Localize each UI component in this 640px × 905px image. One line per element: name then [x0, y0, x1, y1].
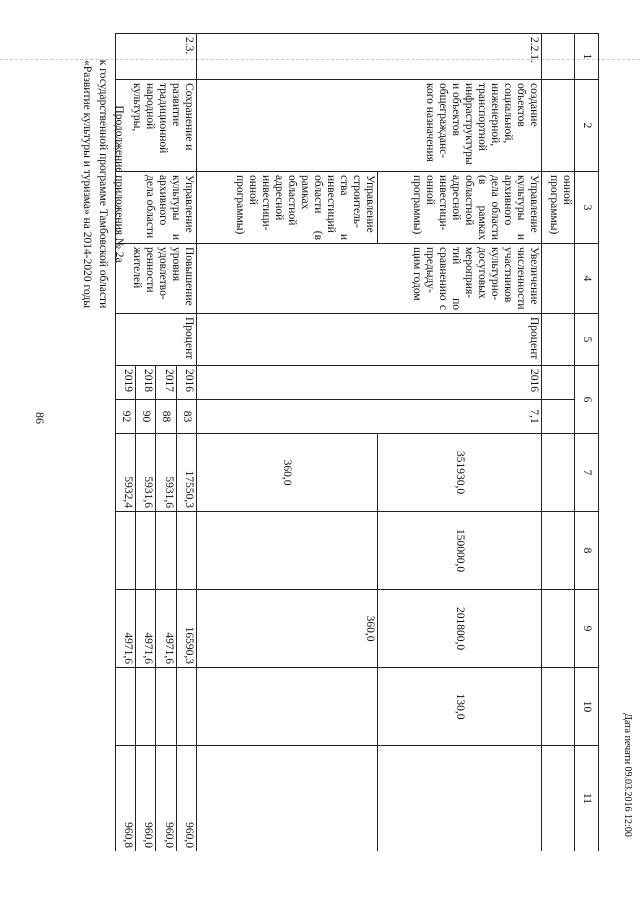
cell-col-8	[116, 512, 136, 590]
cell-col-10	[156, 668, 176, 746]
executor-culture: Управление культуры и архивного дела области (в рамках областной адресной инвестици-онной программы)	[378, 172, 542, 244]
cell-col-7: 5931,6	[156, 434, 176, 512]
col-num-3: 3	[575, 172, 599, 244]
executor-construction: Управление строитель-ства и инвестиций области (в рамках областной адресной инвестици-онной программы)	[196, 172, 378, 244]
cell-col-11: 960,8	[116, 746, 136, 852]
col-num-8: 8	[575, 512, 599, 590]
cell-col-10	[196, 668, 378, 746]
title-line-1: Продолжение приложения № 2а	[113, 105, 125, 263]
continuation-executor: онной программы)	[541, 172, 575, 244]
indicator-value: 90	[136, 400, 156, 434]
row-number: 2.2.1.	[196, 34, 541, 80]
cell-col-8	[196, 512, 378, 590]
cell-col-9: 201800,0	[378, 590, 542, 668]
title-line-2: к государственной программе Тамбовской области	[97, 59, 109, 309]
program-table-area	[115, 33, 599, 851]
indicator-value: 83	[176, 400, 196, 434]
col-num-11: 11	[575, 746, 599, 852]
cell-col-9: 16590,3	[176, 590, 196, 668]
cell-col-10: 130,0	[378, 668, 542, 746]
cell-col-11: 960,0	[176, 746, 196, 852]
table-row-2-3-year-1	[176, 34, 196, 852]
cell-col-11: 960,0	[136, 746, 156, 852]
cell-col-8: 150000,0	[378, 512, 542, 590]
cell-col-9: 4971,6	[136, 590, 156, 668]
row-number: 2.3.	[116, 34, 197, 80]
print-date: Дата печати 09.03.2016 12:00	[622, 713, 633, 837]
col-num-4: 4	[575, 244, 599, 314]
cell-col-7: 5932,4	[116, 434, 136, 512]
indicator-year: 2018	[136, 366, 156, 400]
cell-col-9: 4971,6	[116, 590, 136, 668]
indicator-value: 88	[156, 400, 176, 434]
col-num-1: 1	[575, 34, 599, 80]
indicator-year: 2017	[156, 366, 176, 400]
executor-culture: Управление культуры и архивного дела области	[116, 172, 197, 244]
cell-col-7: 17550,3	[176, 434, 196, 512]
col-num-2: 2	[575, 80, 599, 172]
cell-col-11	[378, 746, 542, 852]
cell-col-9: 360,0	[196, 590, 378, 668]
event-name: создание объектов социальной, инженерной, транспортной инфраструктуры и объектов общегражданс-кого назначения	[196, 80, 541, 172]
table-row-continuation	[541, 34, 575, 852]
cell-col-10	[116, 668, 136, 746]
indicator-unit: Процент	[196, 314, 541, 366]
cell-col-7: 360,0	[196, 434, 378, 512]
cell-col-7: 351930,0	[378, 434, 542, 512]
indicator-value: 7,1	[196, 400, 541, 434]
indicator-year: 2016	[196, 366, 541, 400]
cell-col-10	[136, 668, 156, 746]
cell-col-8	[176, 512, 196, 590]
cell-col-10	[176, 668, 196, 746]
indicator-unit: Процент	[116, 314, 197, 366]
cell-col-8	[136, 512, 156, 590]
indicator-name: Повышение уровня удовлетво-ренности жителей	[116, 244, 197, 314]
table-row-2-2-1-a	[378, 34, 542, 852]
page-number: 86	[33, 412, 47, 424]
title-line-3: «Развитие культуры и туризма» на 2014-2020 годы	[81, 60, 93, 308]
column-number-row	[575, 34, 599, 852]
indicator-year: 2019	[116, 366, 136, 400]
program-table	[115, 33, 599, 851]
cell-col-7: 5931,6	[136, 434, 156, 512]
col-num-7: 7	[575, 434, 599, 512]
indicator-year: 2016	[176, 366, 196, 400]
event-name: Сохранение и развитие традиционной народной культуры,	[116, 80, 197, 172]
col-num-9: 9	[575, 590, 599, 668]
col-num-10: 10	[575, 668, 599, 746]
col-num-6: 6	[575, 366, 599, 434]
indicator-name: Увеличение численности участников культурно-досуговых мероприя-тий по сравнению с предыду-щим годом	[196, 244, 541, 314]
cell-col-11	[196, 746, 378, 852]
cell-col-11: 960,0	[156, 746, 176, 852]
indicator-value: 92	[116, 400, 136, 434]
cell-col-8	[156, 512, 176, 590]
col-num-5: 5	[575, 314, 599, 366]
cell-col-9: 4971,6	[156, 590, 176, 668]
